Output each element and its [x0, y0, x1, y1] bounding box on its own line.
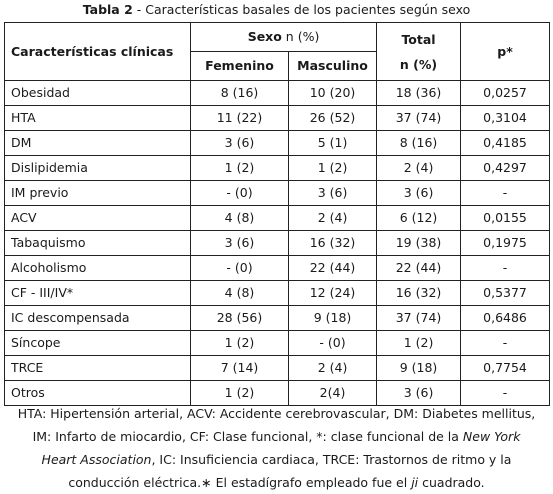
cell-p-value: 0,3104	[461, 106, 550, 131]
cell-total: 18 (36)	[377, 81, 461, 106]
table-row	[5, 81, 550, 106]
cell-male: 22 (44)	[289, 256, 377, 281]
cell-characteristic: Tabaquismo	[5, 231, 191, 256]
cell-male: 3 (6)	[289, 181, 377, 206]
cell-characteristic: Obesidad	[5, 81, 191, 106]
table-row	[5, 331, 550, 356]
footnote-line-2	[0, 425, 553, 448]
cell-female: - (0)	[191, 256, 289, 281]
cell-p-value: -	[461, 256, 550, 281]
cell-female: 4 (8)	[191, 206, 289, 231]
cell-total: 3 (6)	[377, 381, 461, 406]
header-total-line2: n (%)	[399, 56, 438, 72]
table-row	[5, 256, 550, 281]
cell-characteristic: CF - III/IV*	[5, 281, 191, 306]
cell-female: 28 (56)	[191, 306, 289, 331]
table-row	[5, 181, 550, 206]
cell-female: 11 (22)	[191, 106, 289, 131]
cell-p-value: 0,7754	[461, 356, 550, 381]
caption-text: - Características basales de los pacientes según sexo	[132, 2, 471, 17]
cell-p-value: 0,6486	[461, 306, 550, 331]
header-p: p*	[461, 23, 550, 81]
table-row	[5, 106, 550, 131]
cell-characteristic: Dislipidemia	[5, 156, 191, 181]
cell-male: 9 (18)	[289, 306, 377, 331]
footnote-line-4	[0, 471, 553, 494]
cell-female: 8 (16)	[191, 81, 289, 106]
header-characteristics: Características clínicas	[5, 23, 191, 81]
cell-characteristic: DM	[5, 131, 191, 156]
cell-p-value: -	[461, 181, 550, 206]
caption-label: Tabla 2	[82, 2, 133, 17]
header-sex-bold: Sexo	[247, 29, 282, 44]
cell-female: 4 (8)	[191, 281, 289, 306]
footnote-line-3-text: , IC: Insuficiencia cardiaca, TRCE: Trastornos de ritmo y la	[151, 452, 512, 467]
cell-characteristic: IC descompensada	[5, 306, 191, 331]
cell-p-value: 0,0257	[461, 81, 550, 106]
cell-female: - (0)	[191, 181, 289, 206]
cell-characteristic: HTA	[5, 106, 191, 131]
footnote-line-3-italic: Heart Association	[41, 452, 152, 467]
cell-characteristic: IM previo	[5, 181, 191, 206]
cell-female: 3 (6)	[191, 231, 289, 256]
cell-characteristic: Alcoholismo	[5, 256, 191, 281]
cell-female: 1 (2)	[191, 381, 289, 406]
cell-p-value: 0,0155	[461, 206, 550, 231]
table-row	[5, 206, 550, 231]
table-row	[5, 231, 550, 256]
cell-p-value: -	[461, 331, 550, 356]
cell-male: 26 (52)	[289, 106, 377, 131]
table-row	[5, 156, 550, 181]
cell-female: 7 (14)	[191, 356, 289, 381]
cell-male: 2 (4)	[289, 356, 377, 381]
cell-total: 1 (2)	[377, 331, 461, 356]
cell-male: 5 (1)	[289, 131, 377, 156]
cell-female: 3 (6)	[191, 131, 289, 156]
table-footnote	[0, 402, 553, 494]
table-row	[5, 306, 550, 331]
table-row	[5, 356, 550, 381]
cell-male: 1 (2)	[289, 156, 377, 181]
footnote-line-4-text: conducción eléctrica.∗ El estadígrafo empleado fue el	[68, 475, 412, 490]
header-male: Masculino	[289, 52, 377, 81]
cell-p-value: 0,4297	[461, 156, 550, 181]
cell-characteristic: ACV	[5, 206, 191, 231]
cell-total: 16 (32)	[377, 281, 461, 306]
cell-male: 2 (4)	[289, 206, 377, 231]
cell-female: 1 (2)	[191, 156, 289, 181]
cell-total: 9 (18)	[377, 356, 461, 381]
cell-characteristic: Otros	[5, 381, 191, 406]
cell-characteristic: TRCE	[5, 356, 191, 381]
cell-p-value: 0,1975	[461, 231, 550, 256]
footnote-line-4-end: cuadrado.	[418, 475, 485, 490]
table-body	[5, 81, 550, 406]
cell-total: 37 (74)	[377, 106, 461, 131]
cell-total: 3 (6)	[377, 181, 461, 206]
table-row	[5, 131, 550, 156]
cell-p-value: -	[461, 381, 550, 406]
footnote-line-4-italic: ji	[411, 475, 419, 490]
cell-total: 6 (12)	[377, 206, 461, 231]
header-total	[377, 23, 461, 81]
cell-male: 16 (32)	[289, 231, 377, 256]
table-row	[5, 281, 550, 306]
cell-total: 2 (4)	[377, 156, 461, 181]
cell-total: 8 (16)	[377, 131, 461, 156]
header-female: Femenino	[191, 52, 289, 81]
footnote-line-2-italic: New York	[462, 429, 521, 444]
footnote-line-3	[0, 448, 553, 471]
cell-male: 10 (20)	[289, 81, 377, 106]
cell-total: 37 (74)	[377, 306, 461, 331]
cell-characteristic: Síncope	[5, 331, 191, 356]
cell-male: 2(4)	[289, 381, 377, 406]
patient-characteristics-table	[4, 22, 550, 406]
cell-p-value: 0,5377	[461, 281, 550, 306]
cell-p-value: 0,4185	[461, 131, 550, 156]
cell-male: - (0)	[289, 331, 377, 356]
cell-male: 12 (24)	[289, 281, 377, 306]
cell-total: 19 (38)	[377, 231, 461, 256]
footnote-line-1: HTA: Hipertensión arterial, ACV: Accidente cerebrovascular, DM: Diabetes mellitus,	[17, 406, 536, 421]
header-sex	[191, 23, 377, 52]
table-caption	[0, 0, 553, 19]
table-header	[5, 23, 550, 81]
footnote-line-2-text: IM: Infarto de miocardio, CF: Clase funcional, *: clase funcional de la	[32, 429, 463, 444]
cell-total: 22 (44)	[377, 256, 461, 281]
header-total-line1: Total	[401, 31, 436, 47]
cell-female: 1 (2)	[191, 331, 289, 356]
header-sex-rest: n (%)	[281, 29, 320, 44]
